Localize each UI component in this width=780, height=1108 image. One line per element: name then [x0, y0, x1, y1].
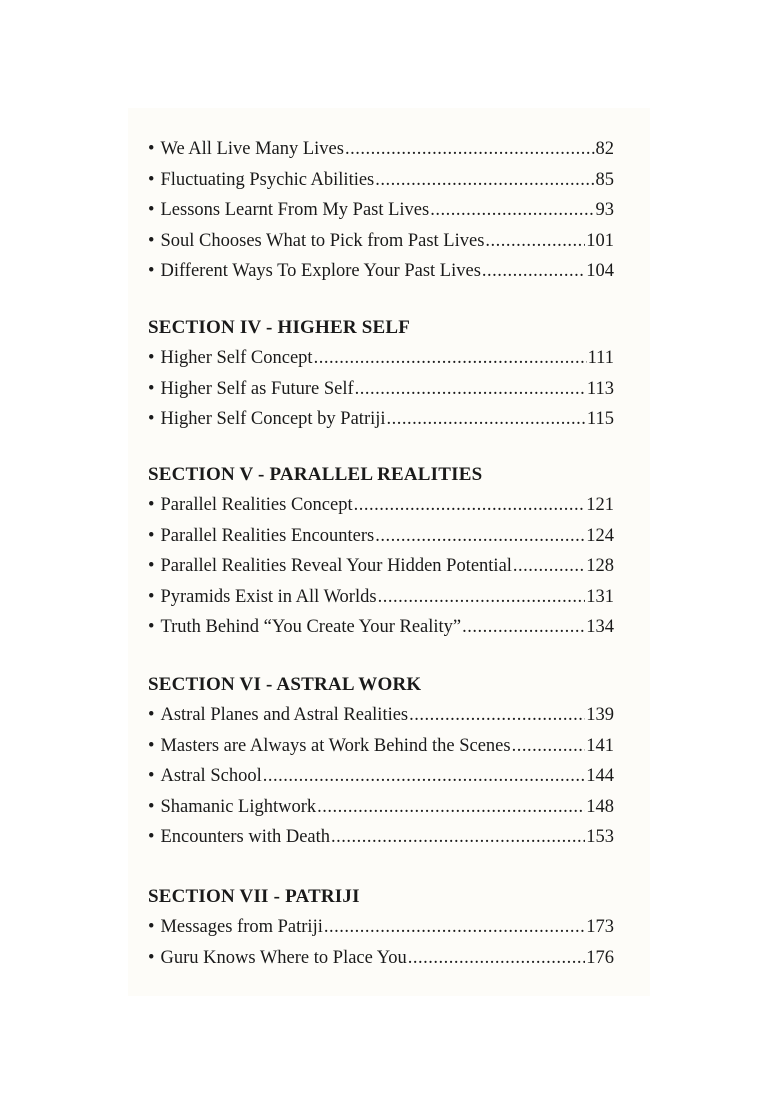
section-heading: SECTION V - PARALLEL REALITIES	[148, 464, 483, 485]
entry-page-number: 148	[586, 796, 614, 817]
toc-section-vii	[148, 882, 614, 973]
bullet: •	[148, 556, 155, 577]
entry-page-number: 115	[586, 409, 614, 430]
toc-entry	[148, 761, 614, 792]
bullet: •	[148, 409, 155, 430]
toc-entry	[148, 700, 614, 731]
toc-entry	[148, 582, 614, 613]
entry-page-number: 139	[586, 705, 614, 725]
section-heading: SECTION VI - ASTRAL WORK	[148, 674, 422, 695]
entry-title: Lessons Learnt From My Past Lives	[160, 200, 430, 221]
bullet: •	[148, 495, 155, 515]
dot-leader	[354, 490, 586, 521]
dot-leader	[317, 792, 585, 823]
bullet: •	[148, 796, 155, 817]
entry-title: Messages from Patriji	[160, 917, 323, 937]
entry-title: Different Ways To Explore Your Past Lives	[160, 261, 481, 282]
entry-title: Shamanic Lightwork	[160, 796, 317, 817]
entry-title: Higher Self Concept by Patriji	[160, 409, 386, 430]
dot-leader	[331, 822, 585, 853]
dot-leader	[375, 521, 585, 552]
toc-entry	[148, 912, 614, 943]
toc-entry	[148, 551, 614, 582]
bullet: •	[148, 200, 155, 221]
dot-leader	[355, 374, 586, 405]
bullet: •	[148, 261, 155, 282]
toc-entry	[148, 490, 614, 521]
toc-entry	[148, 343, 614, 374]
dot-leader	[375, 165, 594, 196]
toc-entry	[148, 256, 614, 287]
entry-title: Fluctuating Psychic Abilities	[160, 169, 375, 190]
toc-entry	[148, 731, 614, 762]
dot-leader	[462, 612, 585, 643]
entry-page-number: 85	[595, 169, 614, 190]
dot-leader	[485, 226, 585, 257]
dot-leader	[345, 134, 595, 165]
entry-page-number: 121	[586, 495, 614, 515]
bullet: •	[148, 617, 155, 638]
toc-section-continued	[148, 134, 614, 287]
entry-page-number: 93	[595, 200, 614, 221]
dot-leader	[409, 700, 585, 731]
toc-entry	[148, 134, 614, 165]
entry-page-number: 128	[586, 556, 614, 577]
toc-entry	[148, 792, 614, 823]
bullet: •	[148, 169, 155, 190]
section-heading: SECTION VII - PATRIJI	[148, 886, 360, 907]
bullet: •	[148, 378, 155, 399]
entry-page-number: 134	[586, 617, 614, 638]
entry-page-number: 104	[586, 261, 614, 282]
dot-leader	[430, 195, 594, 226]
entry-title: Astral Planes and Astral Realities	[160, 705, 409, 725]
toc-entry	[148, 226, 614, 257]
bullet: •	[148, 705, 155, 725]
entry-page-number: 131	[586, 586, 614, 607]
bullet: •	[148, 917, 155, 937]
entry-title: Higher Self as Future Self	[160, 378, 354, 399]
dot-leader	[482, 256, 585, 287]
bullet: •	[148, 139, 155, 159]
dot-leader	[378, 582, 586, 613]
dot-leader	[513, 551, 585, 582]
toc-entry	[148, 374, 614, 405]
bullet: •	[148, 586, 155, 607]
entry-page-number: 111	[587, 348, 614, 368]
entry-title: Truth Behind “You Create Your Reality”	[160, 617, 462, 638]
dot-leader	[324, 912, 585, 943]
dot-leader	[512, 731, 586, 762]
entry-title: Guru Knows Where to Place You	[160, 947, 407, 968]
toc-entry	[148, 165, 614, 196]
toc-entry	[148, 195, 614, 226]
entry-page-number: 144	[586, 766, 614, 787]
entry-page-number: 82	[595, 139, 614, 159]
toc-section-iv	[148, 313, 614, 435]
entry-page-number: 113	[586, 378, 614, 399]
toc-entry	[148, 521, 614, 552]
toc-section-v	[148, 460, 614, 643]
entry-page-number: 124	[586, 525, 614, 546]
entry-title: Soul Chooses What to Pick from Past Lives	[160, 230, 485, 251]
dot-leader	[387, 404, 586, 435]
dot-leader	[314, 343, 587, 374]
toc-entry	[148, 404, 614, 435]
bullet: •	[148, 947, 155, 968]
entry-title: We All Live Many Lives	[160, 139, 344, 159]
toc-entry	[148, 943, 614, 974]
entry-title: Parallel Realities Concept	[160, 495, 353, 515]
entry-page-number: 153	[586, 827, 614, 848]
bullet: •	[148, 348, 155, 368]
entry-page-number: 173	[586, 917, 614, 937]
section-heading: SECTION IV - HIGHER SELF	[148, 317, 411, 338]
entry-title: Encounters with Death	[160, 827, 331, 848]
toc-entry	[148, 612, 614, 643]
bullet: •	[148, 230, 155, 251]
dot-leader	[408, 943, 585, 974]
entry-title: Parallel Realities Encounters	[160, 525, 375, 546]
entry-title: Parallel Realities Reveal Your Hidden Potential	[160, 556, 512, 577]
entry-title: Astral School	[160, 766, 262, 787]
entry-title: Pyramids Exist in All Worlds	[160, 586, 377, 607]
toc-section-vi	[148, 670, 614, 853]
dot-leader	[263, 761, 586, 792]
entry-title: Higher Self Concept	[160, 348, 313, 368]
entry-title: Masters are Always at Work Behind the Scenes	[160, 735, 511, 756]
entry-page-number: 141	[586, 735, 614, 756]
bullet: •	[148, 766, 155, 787]
bullet: •	[148, 735, 155, 756]
bullet: •	[148, 827, 155, 848]
bullet: •	[148, 525, 155, 546]
entry-page-number: 176	[586, 947, 614, 968]
entry-page-number: 101	[586, 230, 614, 251]
toc-entry	[148, 822, 614, 853]
